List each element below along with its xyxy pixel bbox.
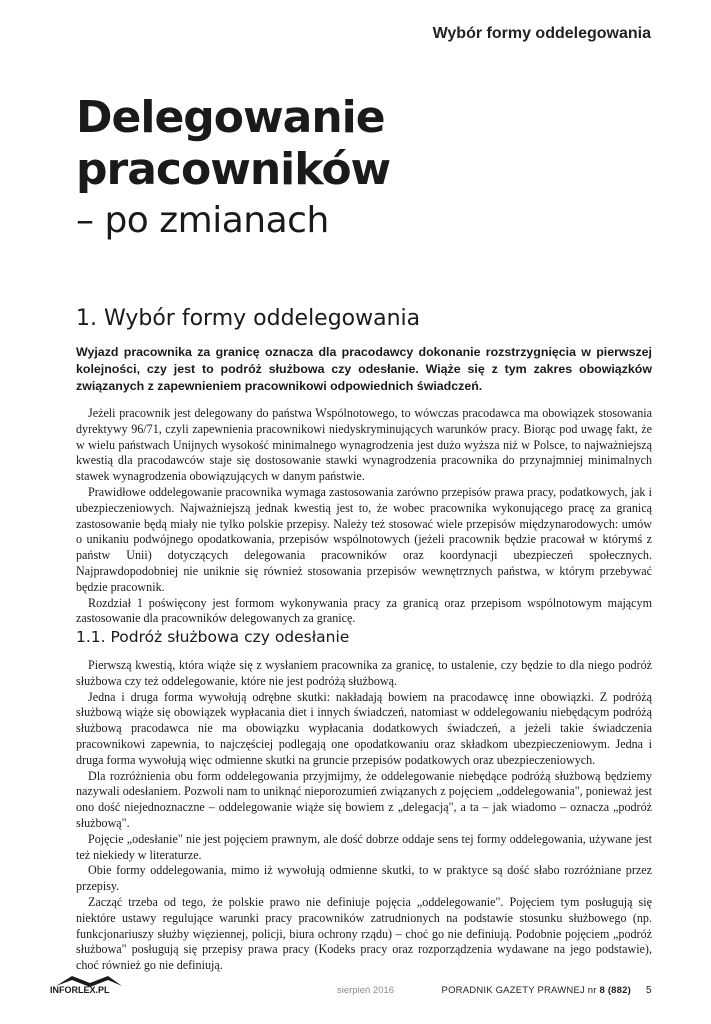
paragraph: Zacząć trzeba od tego, że polskie prawo nie definiuje pojęcia „oddelegowanie". Pojęciem tym posługują się niektóre ustawy regulujące warunki pracy pracowników zatrudnionych na podstawie stosunku służbowego (np. funkcjonariuszy służby więziennej, policji, biura ochrony rządu) – choć go nie definiują. Podobnie pojęciem „podróż służbowa" posługują się przepisy prawa pracy (Kodeks pracy oraz rozporządzenia wydawane na jego podstawie), choć również go nie definiują. xyxy=(76,894,652,973)
issue-number: 8 xyxy=(599,985,605,996)
footer-publication xyxy=(442,985,631,996)
section-lead: Wyjazd pracownika za granicę oznacza dla pracodawcy dokonanie rozstrzygnięcia w pierwszej kolejności, czy jest to podróż służbowa czy odesłanie. Wiąże się z tym zakres obowiązków związanych z zapewnieniem pracownikowi odpowiednich świadczeń. xyxy=(76,345,652,393)
page-title xyxy=(76,92,390,196)
paragraph: Pojęcie „odesłanie" nie jest pojęciem prawnym, ale dość dobrze oddaje sens tej formy oddelegowania, używane jest też niekiedy w literaturze. xyxy=(76,831,652,862)
paragraph: Dla rozróżnienia obu form oddelegowania przyjmijmy, że oddelegowanie niebędące podróżą służbową będziemy nazywali odesłaniem. Pozwoli nam to uniknąć nieporozumień związanych z pojęciem „oddelegowania", ponieważ jest ono dość niejednoznaczne – oddelegowanie wiąże się bowiem z „delegacją", a ta – jak wiadomo – oznacza „podróż służbową". xyxy=(76,768,652,830)
issue-total: (882) xyxy=(607,985,631,996)
paragraph: Jeżeli pracownik jest delegowany do państwa Wspólnotowego, to wówczas pracodawca ma obowiązek stosowania dyrektywy 96/71, czyli zapewnienia pracownikowi niedyskryminujących warunków pracy. Biorąc pod uwagę fakt, że w wielu państwach Unijnych wysokość minimalnego wynagrodzenia jest dużo wyższa niż w Polsce, to najważniejszą kwestią dla pracodawców staje się dostosowanie stawki wynagrodzenia pracownika do przynajmniej minimalnych stawek wynagrodzenia obowiązujących w danym państwie. xyxy=(76,406,652,484)
paragraph: Obie formy oddelegowania, mimo iż wywołują odmienne skutki, to w praktyce są dość słabo rozróżniane przez przepisy. xyxy=(76,863,652,894)
footer-date: sierpień 2016 xyxy=(337,985,395,996)
section-heading: 1. Wybór formy oddelegowania xyxy=(76,306,421,331)
page-subtitle: – po zmianach xyxy=(76,200,329,241)
running-head: Wybór formy oddelegowania xyxy=(432,25,651,42)
paragraph: Rozdział 1 poświęcony jest formom wykonywania pracy za granicą oraz przepisom wspólnotowym mającym zastosowanie dla pracowników delegowanych za granicę. xyxy=(76,595,652,626)
paragraph: Prawidłowe oddelegowanie pracownika wymaga zastosowania zarówno przepisów prawa pracy, podatkowych, jak i ubezpieczeniowych. Najważniejszą jednak kwestią jest to, że wobec pracownika wykonującego pracę za granicą zastosowanie będą miały nie tylko polskie przepisy. Należy też stosować wiele przepisów międzynarodowych: umów o unikaniu podwójnego opodatkowania, przepisów wspólnotowych (jeżeli pracownik będzie pracował w którymś z państw Unii) dotyczących delegowania pracowników oraz koordynacji ubezpieczeń społecznych. Najprawdopodobniej nie uniknie się również stosowania przepisów wewnętrznych państwa, w którym przebywać będzie pracownik. xyxy=(76,484,652,594)
title-line-2: pracowników xyxy=(76,144,391,195)
paragraph: Jedna i druga forma wywołują odrębne skutki: nakładają bowiem na pracodawcę inne obowiązki. Z podróżą służbową wiąże się obowiązek wypłacania diet i innych świadczeń, natomiast w oddelegowaniu niebędącym podróżą służbową pracodawca nie ma obowiązku wypłacania dodatkowych świadczeń, a jeżeli takie świadczenia pracownikowi zapewnia, to najczęściej podlegają one opodatkowaniu oraz składkom ubezpieczeniowym. Jedna i druga forma wywołują więc odmienne skutki na gruncie przepisów podatkowych oraz ubezpieczeniowych. xyxy=(76,689,652,767)
publication-name: PORADNIK GAZETY PRAWNEJ nr xyxy=(441,985,600,996)
page-number: 5 xyxy=(646,985,652,996)
subsection-heading: 1.1. Podróż służbowa czy odesłanie xyxy=(76,628,350,646)
title-line-1: Delegowanie xyxy=(76,92,385,143)
section-body xyxy=(76,406,652,627)
subsection-body xyxy=(76,658,652,974)
logo-text: INFORLEX.PL xyxy=(50,985,110,995)
inforlex-logo xyxy=(50,974,130,996)
paragraph: Pierwszą kwestią, która wiąże się z wysłaniem pracownika za granicę, to ustalenie, czy będzie to dla niego podróż służbowa czy też oddelegowanie, które nie jest podróżą służbową. xyxy=(76,658,652,688)
